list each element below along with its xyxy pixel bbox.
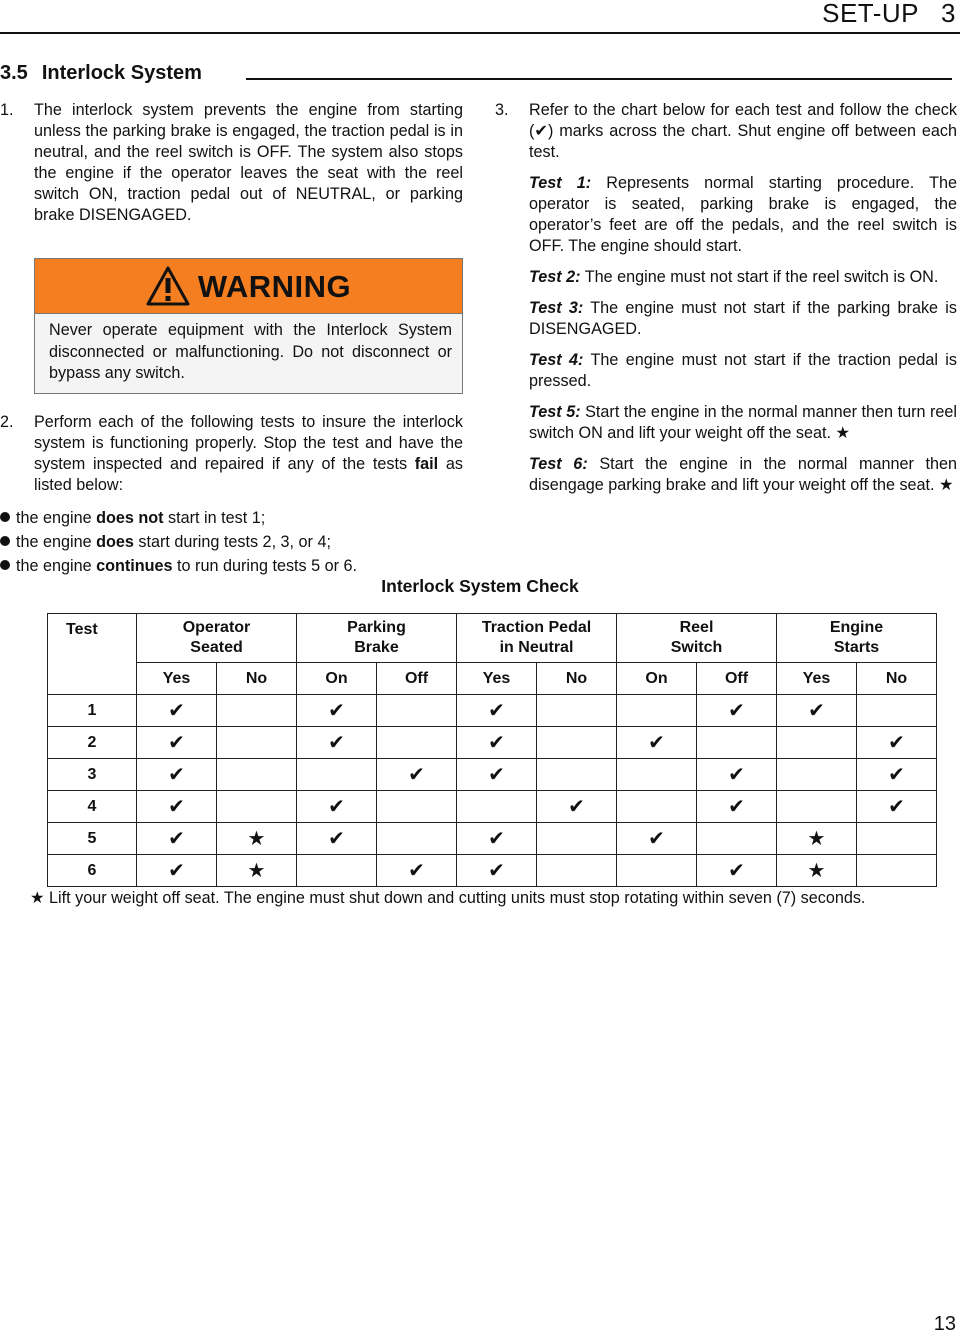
- text-segment: the engine: [16, 532, 97, 551]
- paragraph-index: 1.: [0, 101, 14, 119]
- test-number-cell: 1: [48, 695, 137, 727]
- test-text: The engine must not start if the parking brake is DISENGAGED.: [529, 299, 957, 338]
- table-body: [48, 695, 937, 887]
- test-description: [529, 173, 957, 257]
- column-group-header: [777, 614, 937, 663]
- paragraph-index: 2.: [0, 412, 14, 431]
- list-item: [0, 532, 463, 553]
- check-mark-icon: ✔: [777, 695, 857, 727]
- check-mark-icon: ✔: [697, 759, 777, 791]
- left-column: [0, 100, 463, 580]
- text-segment: as listed below:: [34, 454, 463, 494]
- column-group-header: [617, 614, 777, 663]
- star-icon: ★: [777, 855, 857, 887]
- test-description: [529, 350, 957, 392]
- star-icon: ★: [217, 855, 297, 887]
- check-mark-icon: ✔: [457, 759, 537, 791]
- group-label-line1: Operator: [182, 619, 251, 636]
- text-segment: the engine: [16, 556, 97, 575]
- table-row: [48, 727, 937, 759]
- text-segment: ) marks across the chart. Shut engine off between each test.: [529, 122, 957, 161]
- test-text: Start the engine in the normal manner then turn reel switch ON and lift your weight off the seat. ★: [529, 403, 957, 442]
- group-label-line2: Switch: [670, 639, 723, 656]
- paragraph-text: The interlock system prevents the engine from starting unless the parking brake is engaged, the traction pedal is in neutral, and the reel switch is OFF. The system also stops the engine if the operator leaves the seat with the reel switch ON, traction pedal out of NEUTRAL, or parking brake DISENGAGED.: [34, 101, 463, 224]
- test-number-cell: 3: [48, 759, 137, 791]
- text-segment: to run during tests 5 or 6.: [172, 556, 358, 575]
- table-row: [48, 695, 937, 727]
- check-mark-icon: ✔: [137, 759, 217, 791]
- test-descriptions: [529, 173, 957, 496]
- paragraph-index: 3.: [495, 101, 509, 119]
- test-column-header: Test: [48, 614, 137, 695]
- test-description: [529, 402, 957, 444]
- warning-box: [34, 258, 463, 394]
- page-number: 13: [933, 1313, 956, 1335]
- option-header: On: [297, 663, 377, 695]
- text-segment: Refer to the chart below for each test and follow the check (: [529, 101, 957, 140]
- check-mark-icon: ✔: [377, 759, 457, 791]
- empty-cell: [297, 855, 377, 887]
- empty-cell: [617, 855, 697, 887]
- warning-body: Never operate equipment with the Interlock System disconnected or malfunctioning. Do not disconnect or bypass any switch.: [35, 314, 462, 393]
- test-label: Test 1:: [529, 174, 592, 192]
- empty-cell: [697, 727, 777, 759]
- test-text: Start the engine in the normal manner then disengage parking brake and lift your weight off the seat. ★: [529, 455, 958, 494]
- header-chapter: 3: [941, 0, 956, 28]
- test-number-cell: 6: [48, 855, 137, 887]
- warning-title: WARNING: [197, 268, 352, 304]
- option-header: Off: [377, 663, 457, 695]
- test-text: Represents normal starting procedure. The operator is seated, parking brake is engaged, the operator’s feet are off the pedals, and the reel switch is OFF. The engine should start.: [529, 174, 958, 255]
- text-bold: does not: [96, 508, 164, 527]
- empty-cell: [857, 823, 937, 855]
- test-number-cell: 2: [48, 727, 137, 759]
- option-header: Yes: [777, 663, 857, 695]
- table-row: [48, 823, 937, 855]
- table-row: [48, 759, 937, 791]
- empty-cell: [217, 695, 297, 727]
- check-mark-icon: ✔: [137, 695, 217, 727]
- check-mark-icon: ✔: [137, 791, 217, 823]
- group-label-line2: in Neutral: [499, 639, 574, 656]
- check-mark-icon: ✔: [617, 823, 697, 855]
- check-mark-icon: ✔: [534, 122, 548, 140]
- bullet-dot-icon: [0, 560, 10, 570]
- text-segment: start in test 1;: [163, 508, 266, 527]
- table-header-row: [48, 614, 937, 663]
- paragraph-1: [0, 100, 463, 226]
- section-rule: [246, 78, 952, 80]
- check-mark-icon: ✔: [297, 727, 377, 759]
- list-item: [0, 508, 463, 529]
- test-text: The engine must not start if the reel switch is ON.: [580, 268, 939, 286]
- check-mark-icon: ✔: [297, 695, 377, 727]
- empty-cell: [857, 695, 937, 727]
- section-number: 3.5: [0, 62, 28, 84]
- check-mark-icon: ✔: [137, 855, 217, 887]
- column-group-header: [297, 614, 457, 663]
- check-mark-icon: ✔: [457, 727, 537, 759]
- group-label-line1: Traction Pedal: [481, 619, 592, 636]
- empty-cell: [617, 695, 697, 727]
- check-mark-icon: ✔: [377, 855, 457, 887]
- check-mark-icon: ✔: [857, 759, 937, 791]
- option-header: On: [617, 663, 697, 695]
- check-mark-icon: ✔: [697, 791, 777, 823]
- test-number-cell: 5: [48, 823, 137, 855]
- table-subheader-row: [48, 663, 937, 695]
- test-description: [529, 267, 957, 288]
- option-header: No: [537, 663, 617, 695]
- paragraph-text: [34, 412, 463, 496]
- warning-triangle-icon: [146, 266, 190, 306]
- check-mark-icon: ✔: [537, 791, 617, 823]
- check-mark-icon: ✔: [697, 855, 777, 887]
- test-description: [529, 454, 957, 496]
- text-bold: does: [96, 532, 134, 551]
- footnote: ★ Lift your weight off seat. The engine must shut down and cutting units must stop rotating within seven (7) seconds.: [30, 889, 866, 907]
- table-row: [48, 855, 937, 887]
- list-item: [0, 556, 463, 577]
- check-mark-icon: ✔: [137, 823, 217, 855]
- header-section: SET-UP: [822, 0, 920, 28]
- section-title-text: Interlock System: [41, 62, 202, 84]
- paragraph-3: [495, 100, 957, 163]
- text-segment: Perform each of the following tests to insure the interlock system is functioning properly. Stop the test and have the system inspected and repaired if any of the tests: [34, 412, 463, 473]
- group-label-line2: Brake: [354, 639, 399, 656]
- option-header: Yes: [457, 663, 537, 695]
- right-column: [495, 100, 957, 496]
- empty-cell: [617, 791, 697, 823]
- check-mark-icon: ✔: [697, 695, 777, 727]
- test-text: The engine must not start if the traction pedal is pressed.: [529, 351, 957, 390]
- header-rule: [0, 32, 960, 34]
- text-segment: the engine: [16, 508, 97, 527]
- group-label-line1: Parking: [347, 619, 406, 636]
- group-label-line1: Reel: [679, 619, 714, 636]
- group-label-line2: Seated: [190, 639, 243, 656]
- option-header: No: [857, 663, 937, 695]
- empty-cell: [377, 727, 457, 759]
- test-label: Test 4:: [529, 351, 584, 369]
- test-label: Test 5:: [529, 403, 581, 421]
- check-mark-icon: ✔: [857, 791, 937, 823]
- empty-cell: [377, 823, 457, 855]
- group-label-line1: Engine: [829, 619, 884, 636]
- empty-cell: [777, 791, 857, 823]
- chart-title: Interlock System Check: [381, 576, 579, 596]
- empty-cell: [777, 759, 857, 791]
- empty-cell: [217, 791, 297, 823]
- empty-cell: [377, 695, 457, 727]
- empty-cell: [617, 759, 697, 791]
- check-mark-icon: ✔: [297, 791, 377, 823]
- header-title: [822, 0, 956, 29]
- text-bold: fail: [414, 454, 439, 473]
- group-label-line2: Starts: [833, 639, 880, 656]
- check-mark-icon: ✔: [457, 695, 537, 727]
- star-icon: ★: [217, 823, 297, 855]
- check-mark-icon: ✔: [857, 727, 937, 759]
- option-header: Off: [697, 663, 777, 695]
- empty-cell: [537, 855, 617, 887]
- check-mark-icon: ✔: [457, 823, 537, 855]
- test-label: Test 6:: [529, 455, 588, 473]
- test-label: Test 2:: [529, 268, 581, 286]
- column-group-header: [137, 614, 297, 663]
- test-number-cell: 4: [48, 791, 137, 823]
- empty-cell: [457, 791, 537, 823]
- star-icon: ★: [777, 823, 857, 855]
- section-title: [0, 62, 202, 85]
- empty-cell: [857, 855, 937, 887]
- empty-cell: [217, 727, 297, 759]
- empty-cell: [697, 823, 777, 855]
- check-mark-icon: ✔: [137, 727, 217, 759]
- fail-conditions-list: [0, 508, 463, 577]
- text-segment: start during tests 2, 3, or 4;: [133, 532, 331, 551]
- bullet-dot-icon: [0, 536, 10, 546]
- check-mark-icon: ✔: [617, 727, 697, 759]
- warning-header: [35, 259, 462, 314]
- text-bold: continues: [96, 556, 173, 575]
- check-mark-icon: ✔: [297, 823, 377, 855]
- option-header: No: [217, 663, 297, 695]
- paragraph-text: [529, 100, 957, 163]
- empty-cell: [297, 759, 377, 791]
- table-row: [48, 791, 937, 823]
- empty-cell: [377, 791, 457, 823]
- interlock-check-table: [47, 613, 937, 887]
- test-label: Test 3:: [529, 299, 584, 317]
- check-mark-icon: ✔: [457, 855, 537, 887]
- empty-cell: [537, 823, 617, 855]
- empty-cell: [777, 727, 857, 759]
- empty-cell: [537, 759, 617, 791]
- test-description: [529, 298, 957, 340]
- column-group-header: [457, 614, 617, 663]
- empty-cell: [217, 759, 297, 791]
- empty-cell: [537, 695, 617, 727]
- bullet-dot-icon: [0, 512, 10, 522]
- paragraph-2: [0, 412, 463, 496]
- empty-cell: [537, 727, 617, 759]
- option-header: Yes: [137, 663, 217, 695]
